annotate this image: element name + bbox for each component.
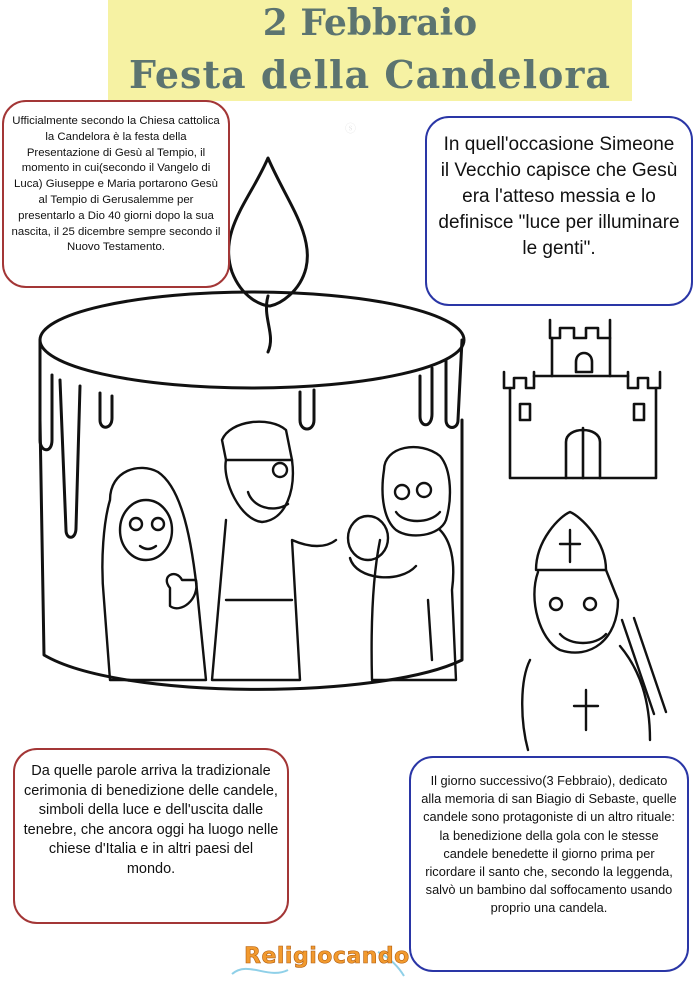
info-box-simeone-text: In quell'occasione Simeone il Vecchio capisce che Gesù era l'atteso messia e lo definisce "luce per illuminare le genti". (438, 134, 680, 259)
brand-logo (228, 940, 408, 984)
mary-figure-icon (102, 468, 206, 680)
info-box-blessing (13, 748, 289, 924)
watermark: ⓢ (345, 123, 356, 135)
info-box-presentation (2, 100, 230, 288)
page-title-date: 2 Febbraio (262, 2, 478, 44)
info-box-presentation-text: Ufficialmente secondo la Chiesa cattolica la Candelora è la festa della Presentazione di Gesù al Tempio, il momento in cui(secondo il Vangelo di Luca) Giuseppe e Maria portarono Gesù al Tempio di Gerusalemme per presentarlo a Dio 40 giorni dopo la sua nascita, il 25 dicembre sempre secondo il Nuovo Testamento. (11, 115, 221, 254)
dove-icon (167, 574, 197, 608)
info-box-simeone (425, 116, 693, 306)
page-title: Festa della Candelora (128, 52, 611, 97)
castle-icon (504, 320, 660, 478)
info-box-san-biagio (409, 756, 689, 972)
candle-body (40, 292, 464, 689)
info-box-san-biagio-text: Il giorno successivo(3 Febbraio), dedicato alla memoria di san Biagio di Sebaste, quelle candele sono protagoniste di un altro rituale: la benedizione della gola con le stesse candele benedette il giorno prima per ricordare il santo che, secondo la leggenda, salvò un bambino dal soffocamento usando proprio una candela. (421, 773, 677, 916)
simeon-figure-icon (348, 447, 456, 680)
candle-flame-icon (229, 158, 308, 352)
bishop-icon (522, 512, 666, 750)
logo-text: Religiocando (244, 944, 410, 969)
info-box-blessing-text: Da quelle parole arriva la tradizionale cerimonia di benedizione delle candele, simboli della luce e dell'uscita dalle tenebre, che ancora oggi ha luogo nelle chiese d'Italia e in altri paesi del mondo. (23, 763, 279, 877)
joseph-figure-icon (212, 422, 336, 680)
